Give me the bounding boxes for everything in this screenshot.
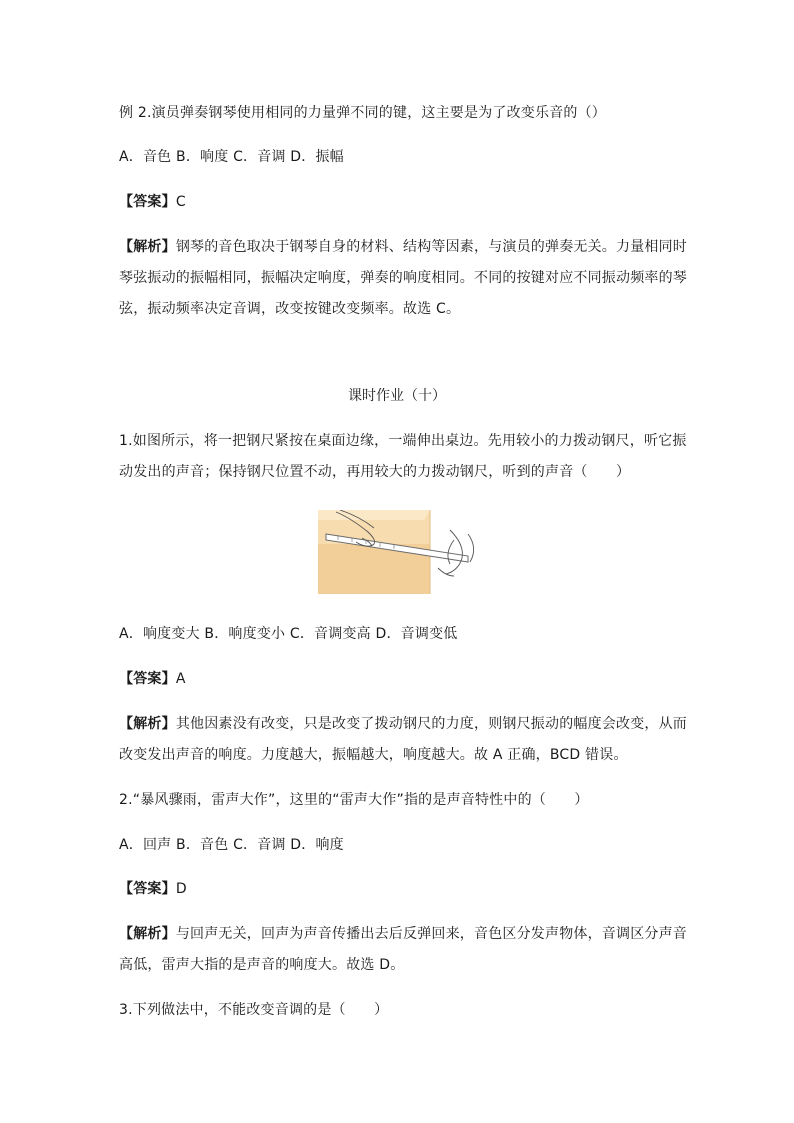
answer-value: C [175, 194, 186, 210]
analysis-text: 其他因素没有改变，只是改变了拨动钢尺的力度，则钢尺振动的幅度会改变，从而 [175, 716, 688, 732]
example2-question: 例 2.演员弹奏钢琴使用相同的力量弹不同的键，这主要是为了改变乐音的（） [119, 105, 607, 121]
analysis-text: 与回声无关，回声为声音传播出去后反弹回来，音色区分发声物体，音调区分声音 [175, 926, 688, 942]
q2-analysis-line-2: 高低，雷声大指的是声音的响度大。故选 D。 [119, 957, 405, 973]
example2-analysis-line-3: 弦，振动频率决定音调，改变按键改变频率。故选 C。 [119, 301, 461, 317]
q2-answer [119, 879, 679, 899]
answer-tag: 【答案】 [119, 881, 176, 897]
analysis-text: 钢琴的音色取决于钢琴自身的材料、结构等因素，与演员的弹奏无关。力量相同时 [175, 239, 688, 255]
example2-answer [119, 192, 679, 212]
q3-question: 3.下列做法中，不能改变音调的是（ ） [119, 1002, 389, 1018]
q1-analysis-line-2: 改变发出声音的响度。力度越大，振幅越大，响度越大。故 A 正确，BCD 错误。 [119, 747, 628, 763]
q1-options: A．响度变大 B．响度变小 C．音调变高 D．音调变低 [119, 626, 458, 642]
example2-analysis-line-1 [119, 237, 688, 257]
answer-value: D [175, 881, 187, 897]
example2-options: A．音色 B．响度 C．音调 D．振幅 [119, 149, 344, 165]
q1-line-1: 1.如图所示，将一把钢尺紧按在桌面边缘，一端伸出桌边。先用较小的力拨动钢尺，听它振 [119, 433, 687, 449]
q1-analysis-line-1 [119, 714, 688, 734]
q1-answer [119, 669, 679, 689]
q2-options: A．回声 B．音色 C．音调 D．响度 [119, 837, 344, 853]
analysis-tag: 【解析】 [119, 716, 176, 732]
answer-tag: 【答案】 [119, 671, 176, 687]
ruler-table-figure [318, 510, 478, 594]
answer-tag: 【答案】 [119, 194, 176, 210]
analysis-tag: 【解析】 [119, 239, 176, 255]
q1-line-2: 动发出的声音；保持钢尺位置不动，再用较大的力拨动钢尺，听到的声音（ ） [119, 464, 631, 480]
answer-value: A [175, 671, 186, 687]
section-title: 课时作业（十） [348, 388, 446, 404]
q2-analysis-line-1 [119, 924, 688, 944]
example2-analysis-line-2: 琴弦振动的振幅相同，振幅决定响度，弹奏的响度相同。不同的按键对应不同振动频率的琴 [119, 270, 687, 286]
q2-question: 2.“暴风骤雨，雷声大作”，这里的“雷声大作”指的是声音特性中的（ ） [119, 792, 589, 808]
analysis-tag: 【解析】 [119, 926, 176, 942]
